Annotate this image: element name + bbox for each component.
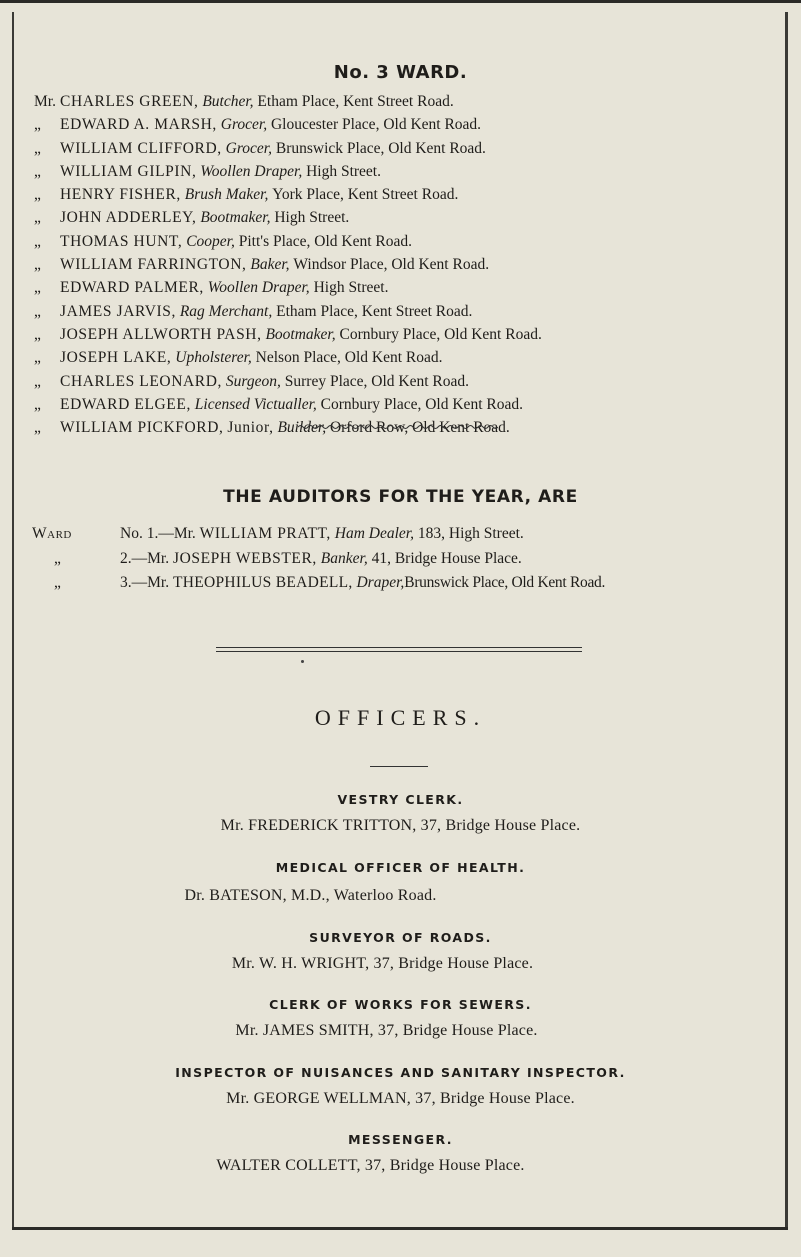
ward-member (34, 230, 774, 253)
member-trade: Grocer, (225, 139, 272, 157)
member-prefix: „ (34, 256, 41, 274)
ward-member (34, 370, 774, 393)
auditors-list (32, 522, 792, 596)
member-trade: Woollen Draper, (200, 162, 303, 180)
member-trade: Bootmaker, (200, 209, 271, 227)
auditor-number: 3.—Mr. (120, 574, 170, 591)
officers-title: OFFICERS. (314, 705, 487, 730)
member-address: Cornbury Place, Old Kent Road. (320, 395, 523, 413)
office-holder-messenger: WALTER COLLETT, 37, Bridge House Place. (216, 1157, 525, 1174)
member-prefix: „ (34, 232, 41, 250)
auditor-row (32, 547, 792, 572)
office-holder-inspector: Mr. GEORGE WELLMAN, 37, Bridge House Place. (226, 1090, 575, 1107)
auditor-ditto: „ (54, 549, 61, 567)
member-name: JOHN ADDERLEY, (60, 209, 197, 227)
member-name: WILLIAM GILPIN, (60, 162, 197, 180)
member-address: High Street. (313, 279, 389, 297)
short-rule-divider (370, 766, 428, 767)
member-name: WILLIAM FARRINGTON, (60, 256, 247, 274)
member-prefix: „ (34, 302, 41, 320)
office-holder-surveyor: Mr. W. H. WRIGHT, 37, Bridge House Place. (231, 955, 534, 972)
member-trade: Woollen Draper, (207, 279, 310, 297)
double-rule-divider (216, 647, 582, 655)
member-address: Windsor Place, Old Kent Road. (293, 256, 490, 274)
auditor-name: JOSEPH WEBSTER, (172, 549, 317, 567)
member-name: EDWARD PALMER, (60, 279, 204, 297)
auditor-row (32, 522, 792, 547)
ward-member (34, 206, 774, 229)
member-name: EDWARD ELGEE, (60, 395, 191, 413)
ward-member (34, 253, 774, 276)
page-top-border (0, 0, 801, 3)
member-prefix: Mr. (34, 93, 56, 110)
auditor-trade: Ham Dealer, (334, 525, 414, 542)
member-name: JOSEPH LAKE, (60, 349, 172, 367)
member-name: WILLIAM CLIFFORD, (60, 139, 222, 157)
member-address: Gloucester Place, Old Kent Road. (270, 116, 482, 134)
member-name: WILLIAM PICKFORD, (60, 419, 224, 437)
auditor-number: No. 1.—Mr. (120, 525, 196, 542)
print-speck (301, 660, 304, 663)
auditor-row (32, 571, 792, 596)
auditor-name: THEOPHILUS BEADELL, (172, 574, 353, 591)
auditor-name: WILLIAM PRATT, (199, 525, 331, 542)
member-address: Etham Place, Kent Street Road. (257, 93, 454, 110)
member-prefix: „ (34, 279, 41, 297)
member-address: High Street. (306, 162, 381, 180)
auditor-trade: Draper, (356, 574, 405, 591)
auditor-trade: Banker, (320, 549, 368, 567)
member-name: HENRY FISHER, (60, 186, 181, 204)
member-prefix: „ (34, 209, 41, 227)
member-trade: Grocer, (220, 116, 268, 134)
member-trade: Brush Maker, (184, 186, 269, 204)
auditors-title: THE AUDITORS FOR THE YEAR, ARE (223, 487, 578, 507)
ward-member-list (34, 90, 774, 439)
ward-member (34, 183, 774, 206)
ward-member (34, 300, 774, 323)
auditor-address: 183, High Street. (417, 525, 524, 542)
member-prefix: „ (34, 325, 41, 343)
member-address: Pitt's Place, Old Kent Road. (238, 232, 413, 250)
member-address: Etham Place, Kent Street Road. (276, 302, 473, 320)
page-bottom-border (12, 1227, 788, 1230)
auditor-address: 41, Bridge House Place. (371, 549, 522, 567)
ward-member (34, 346, 774, 369)
member-name: THOMAS HUNT, (60, 232, 183, 250)
ward-member (34, 137, 774, 160)
member-name: CHARLES LEONARD, (60, 372, 223, 390)
office-holder-clerk-of-works: Mr. JAMES SMITH, 37, Bridge House Place. (235, 1022, 538, 1039)
squiggle-divider (298, 423, 498, 431)
member-address: High Street. (274, 209, 350, 227)
office-heading-inspector: INSPECTOR OF NUISANCES AND SANITARY INSPECTOR. (175, 1065, 626, 1080)
ward-member (34, 160, 774, 183)
auditor-ditto: „ (54, 574, 61, 591)
ward-member (34, 90, 774, 113)
member-trade: Baker, (250, 256, 290, 274)
member-trade: Cooper, (186, 232, 235, 250)
member-trade: Licensed Victualler, (194, 395, 317, 413)
member-prefix: „ (34, 372, 41, 390)
member-address: York Place, Kent Street Road. (272, 186, 459, 204)
member-address: Brunswick Place, Old Kent Road. (275, 139, 486, 157)
page-left-border (12, 12, 14, 1230)
member-name: CHARLES GREEN, (60, 93, 199, 110)
member-trade: Upholsterer, (175, 349, 252, 367)
office-heading-surveyor: SURVEYOR OF ROADS. (309, 930, 492, 945)
ward-title: No. 3 WARD. (333, 62, 468, 83)
member-address: Orford Row, Old Kent Road. (329, 419, 510, 437)
office-heading-clerk-of-works: CLERK OF WORKS FOR SEWERS. (269, 997, 532, 1012)
office-heading-vestry-clerk: VESTRY CLERK. (337, 792, 464, 807)
page-right-border (785, 12, 788, 1230)
member-trade: Bootmaker, (265, 325, 336, 343)
member-prefix: „ (34, 162, 41, 180)
member-trade: Builder, (277, 419, 327, 437)
member-prefix: „ (34, 116, 41, 134)
member-name: EDWARD A. MARSH, (60, 116, 217, 134)
office-heading-messenger: MESSENGER. (348, 1132, 453, 1147)
auditor-number: 2.—Mr. (120, 549, 170, 567)
member-name: JAMES JARVIS, (60, 302, 176, 320)
member-prefix: „ (34, 349, 41, 367)
member-name: JOSEPH ALLWORTH PASH, (60, 325, 262, 343)
member-prefix: „ (34, 419, 41, 437)
member-address: Nelson Place, Old Kent Road. (255, 349, 443, 367)
office-holder-medical-officer: Dr. BATESON, M.D., Waterloo Road. (184, 887, 437, 904)
ward-member (34, 276, 774, 299)
member-address: Surrey Place, Old Kent Road. (284, 372, 469, 390)
ward-member (34, 113, 774, 136)
member-prefix: „ (34, 186, 41, 204)
member-prefix: „ (34, 395, 41, 413)
member-prefix: „ (34, 139, 41, 157)
member-trade: Surgeon, (225, 372, 281, 390)
office-heading-medical-officer: MEDICAL OFFICER OF HEALTH. (275, 860, 526, 875)
member-trade: Butcher, (202, 93, 254, 110)
auditor-ward-label: Ward (32, 525, 72, 542)
office-holder-vestry-clerk: Mr. FREDERICK TRITTON, 37, Bridge House Place. (220, 817, 581, 834)
auditor-address: Brunswick Place, Old Kent Road. (404, 574, 606, 591)
member-trade: Rag Merchant, (179, 302, 273, 320)
ward-member (34, 323, 774, 346)
ward-member (34, 393, 774, 416)
member-name-suffix: Junior, (227, 419, 274, 437)
member-address: Cornbury Place, Old Kent Road. (339, 325, 542, 343)
